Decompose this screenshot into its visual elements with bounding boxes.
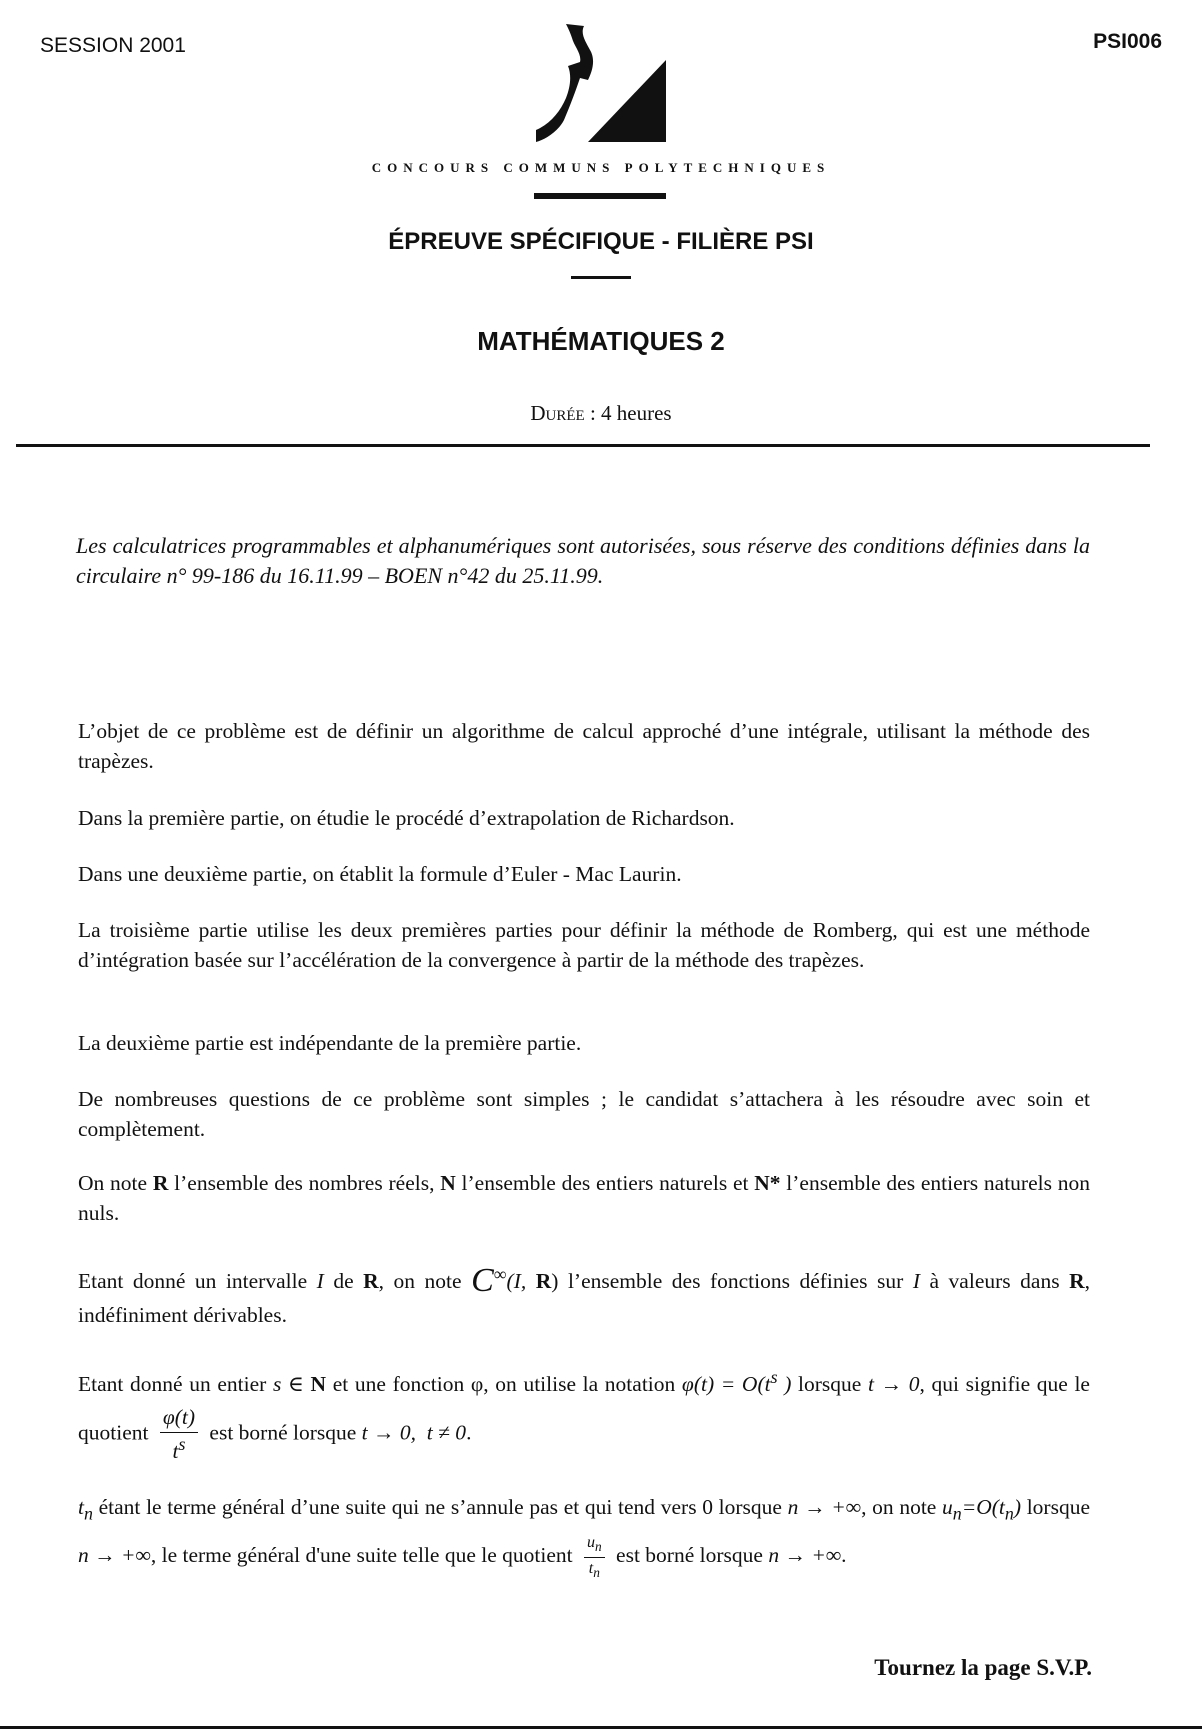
math-symbol: n (595, 1539, 602, 1555)
math-expression: t ≠ 0 (426, 1420, 467, 1445)
intro-paragraph: L’objet de ce problème est de définir un algorithme de calcul approché d’une intégrale, utilisant la méthode des trapèzes. (78, 719, 1090, 773)
text: l’ensemble des fonctions définies sur (558, 1269, 913, 1294)
math-expression: n → +∞ (787, 1495, 862, 1519)
math-symbol: C (471, 1262, 494, 1300)
turn-page-note: Tournez la page S.V.P. (874, 1655, 1092, 1680)
text: , indéfiniment dérivables. (78, 1269, 1090, 1328)
text: , on note (378, 1269, 472, 1294)
math-expression: t → 0 (867, 1372, 920, 1397)
text: l’ensemble des entiers naturels non nuls. (78, 1171, 1090, 1225)
notation-sequence-paragraph (78, 1486, 1090, 1579)
calculator-note: Les calculatrices programmables et alphanumériques sont autorisées, sous réserve des conditions définies dans la circulaire n° 99-186 du 16.11.99 – BOEN n°42 du 25.11.99. (76, 533, 1090, 588)
intro-paragraph: Dans une deuxième partie, on établit la formule d’Euler - Mac Laurin. (78, 862, 682, 886)
math-symbol: s (178, 1433, 186, 1454)
math-symbol: ) (551, 1269, 559, 1294)
text: . (466, 1420, 472, 1445)
set-symbol: N (310, 1372, 327, 1397)
notation-cinf-paragraph (78, 1257, 1090, 1332)
math-symbol: n (593, 1565, 600, 1581)
text: à valeurs dans (920, 1269, 1070, 1294)
text: Etant donné un entier (78, 1372, 273, 1397)
math-symbol: ) (777, 1372, 792, 1397)
set-symbol: R (535, 1269, 552, 1294)
text: est borné lorsque (610, 1543, 769, 1568)
duration-value: : 4 heures (589, 401, 672, 425)
quotient-fraction (584, 1535, 605, 1579)
duration (0, 401, 1202, 426)
subject-title: MATHÉMATIQUES 2 (477, 326, 725, 356)
math-symbol: (I, (506, 1269, 536, 1294)
set-symbol: N* (754, 1171, 781, 1195)
math-expression: n → +∞ (78, 1543, 151, 1568)
text: l’ensemble des nombres réels, (168, 1171, 441, 1195)
fraction-numerator: φ(t) (160, 1407, 198, 1433)
text: , on note (861, 1495, 943, 1519)
organization-name: CONCOURS COMMUNS POLYTECHNIQUES (371, 160, 831, 175)
fraction-numerator (584, 1535, 605, 1558)
math-expression: =O(t (961, 1495, 1005, 1519)
text: lorsque (791, 1372, 868, 1397)
notation-big-o-paragraph (78, 1354, 1090, 1462)
ccp-logo-icon (530, 20, 672, 155)
fraction-denominator (584, 1558, 605, 1580)
math-symbol: I (316, 1269, 324, 1294)
set-symbol: R (363, 1269, 379, 1294)
intro-paragraph: De nombreuses questions de ce problème sont simples ; le candidat s’attachera à les résoudre avec soin et complètement. (78, 1087, 1090, 1141)
math-expression: n → +∞ (768, 1543, 842, 1568)
math-symbol: t (172, 1438, 179, 1463)
intro-paragraph: La troisième partie utilise les deux premières parties pour définir la méthode de Romberg, qui est une méthode d’intégration basée sur l’accélération de la convergence à partir de la méthode des trapèzes. (78, 918, 1090, 972)
footer-rule (0, 1726, 1202, 1729)
exam-code: PSI006 (1093, 30, 1162, 53)
math-expression: φ(t) = O(t (681, 1372, 771, 1397)
fraction-denominator (160, 1433, 198, 1463)
math-symbol: n (952, 1503, 962, 1524)
text: étant le terme général d’une suite qui ne s’annule pas et qui tend vers 0 lorsque (92, 1495, 788, 1519)
text: l’ensemble des entiers naturels et (455, 1171, 755, 1195)
duration-label: Durée (530, 401, 585, 425)
math-symbol: s (770, 1367, 778, 1387)
math-symbol: n (1004, 1503, 1014, 1524)
intro-paragraph: La deuxième partie est indépendante de la première partie. (78, 1031, 582, 1055)
divider (571, 276, 631, 279)
text: , le terme général d'une suite telle que le quotient (150, 1543, 578, 1568)
text: Etant donné un intervalle (78, 1269, 317, 1294)
exam-title: ÉPREUVE SPÉCIFIQUE - FILIÈRE PSI (388, 228, 814, 255)
set-symbol: R (1069, 1269, 1085, 1294)
header-rule (16, 444, 1150, 447)
math-expression: t → 0, (361, 1420, 417, 1445)
math-symbol: u (942, 1495, 953, 1519)
text: est borné lorsque (204, 1420, 362, 1445)
text: lorsque (1021, 1495, 1090, 1519)
text: et une fonction φ, on utilise la notation (326, 1372, 682, 1397)
math-symbol: I (912, 1269, 920, 1294)
math-symbol: t (78, 1495, 84, 1519)
math-symbol: ) (1013, 1495, 1022, 1519)
text: , qui signifie que le quotient (78, 1372, 1090, 1445)
math-symbol: t (588, 1559, 594, 1577)
set-symbol: N (440, 1171, 456, 1195)
text: de (323, 1269, 364, 1294)
text: On note (78, 1171, 153, 1195)
divider (534, 193, 666, 199)
math-symbol: u (587, 1534, 595, 1552)
intro-paragraph: Dans la première partie, on étudie le procédé d’extrapolation de Richardson. (78, 806, 735, 830)
set-symbol: R (152, 1171, 169, 1195)
quotient-fraction (160, 1407, 198, 1462)
math-symbol: n (83, 1503, 93, 1524)
notation-sets-paragraph (78, 1168, 1090, 1228)
math-symbol: s ∈ (272, 1372, 311, 1397)
text: . (841, 1543, 847, 1568)
math-symbol: ∞ (493, 1264, 507, 1284)
session-label: SESSION 2001 (40, 34, 186, 57)
